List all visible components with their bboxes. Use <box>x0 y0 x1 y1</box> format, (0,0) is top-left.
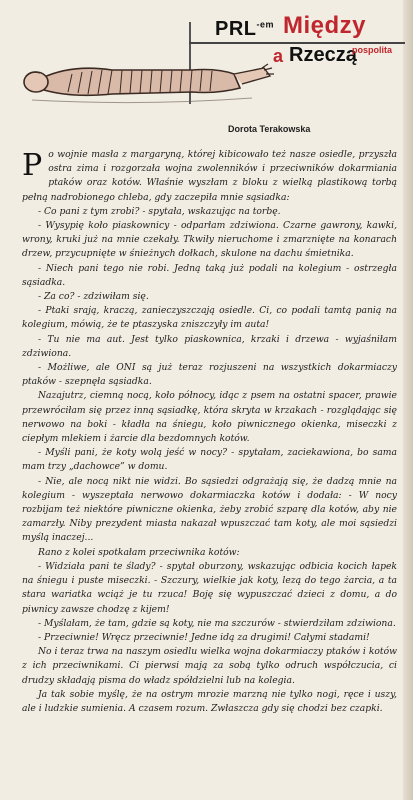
article-paragraph: - Tu nie ma aut. Jest tylko piaskownica, krzaki i drzewa - wyjaśniłam zdziwiona. <box>22 333 397 359</box>
article-paragraph: - Przeciwnie! Wręcz przeciwnie! Jedne idą za drugimi! Całymi stadami! <box>38 631 370 643</box>
article-paragraph: - Co pani z tym zrobi? - spytała, wskazując na torbę. <box>38 205 281 217</box>
title-pospolita: pospolita <box>352 45 392 55</box>
article-paragraph: - Za co? - zdziwiłam się. <box>38 291 149 303</box>
title-prl-suffix: -em <box>256 19 275 30</box>
reclining-figure-illustration <box>2 40 277 120</box>
article-paragraph: - Niech pani tego nie robi. Jedną taką już podali na kolegium - ostrzegła sąsiadka. <box>22 262 397 288</box>
author-byline: Dorota Terakowska <box>228 124 311 134</box>
title-main: Między <box>283 12 367 39</box>
title-rzecza: Rzeczą <box>289 44 357 66</box>
article-header <box>0 0 413 150</box>
article-paragraph: Ja tak sobie myślę, że na ostrym mrozie marzną nie tylko nogi, ręce i uszy, ale i ludzkie sumienia. A czasem rozum. Zwłaszcza gdy się chodzi bez czapki. <box>22 688 397 714</box>
paragraph-text: o wojnie masła z margaryną, której kibicowało też nasze osiedle, przyszła ostra zima i rozgorzała wojna zwolenników i przeciwników dokarmiania ptaków oraz kotów. Właśnie wyszłam z bloku z wielką plastikową torbą pełną nadrobionego chleba, gdy zaczepiła mnie sąsiadka: <box>22 149 397 203</box>
article-paragraph: Rano z kolei spotkałam przeciwnika kotów: <box>38 546 240 558</box>
title-prl-text: PRL <box>215 18 257 40</box>
title-prl <box>215 18 274 41</box>
article-paragraph: - Myśli pani, że koty wolą jeść w nocy? - spytałam, zaciekawiona, bo sama mam trzy „dachowce” w domu. <box>22 447 397 473</box>
drop-cap: P <box>22 148 43 183</box>
article-paragraph: - Nie, ale nocą nikt nie widzi. Bo sąsiedzi odgrażają się, że dadzą mnie na kolegium - wyszeptała nerwowo dokarmiaczka kotów i dodała: - W nocy rozbijam też niektóre piwniczne okienka, żeby zrobić szparę dla kotów, aby nie zamarzły. Niby prezydent miasta nakazał wpuszczać tam koty, ale moi sąsiedzi myślą inaczej... <box>22 475 397 544</box>
article-paragraph <box>22 148 397 205</box>
article-body <box>22 148 397 716</box>
article-paragraph: No i teraz trwa na naszym osiedlu wielka wojna dokarmiaczy ptaków i kotów z ich przeciwnikami. Ci pierwsi mają za sobą tylko odruch współczucia, ci drudzy składają pisma do władz spółdzielni lub na kolegia. <box>22 646 397 686</box>
title-a: a <box>273 46 284 66</box>
article-paragraph: Nazajutrz, ciemną nocą, koło północy, idąc z psem na ostatni spacer, prawie przewróciłam się przez inną sąsiadkę, która skryta w krzakach - rozglądając się nerwowo na boki - kładła na śniegu, koło piwnicznego okienka, miseczki z ciepłym mlekiem i żarcie dla bezdomnych kotów. <box>22 390 397 445</box>
article-paragraph: - Ptaki srają, kraczą, zanieczyszczają osiedle. Ci, co podali tamtą panią na kolegium, mówią, że te ptaszyska zniszczyły im auta! <box>22 305 397 331</box>
article-paragraph: - Możliwe, ale ONI są już teraz rozjuszeni na wszystkich dokarmiaczy ptaków - szepnęła sąsiadka. <box>22 362 397 388</box>
article-paragraph: - Myślałam, że tam, gdzie są koty, nie ma szczurów - stwierdziłam zdziwiona. <box>38 617 396 629</box>
article-paragraph: - Wysypię koło piaskownicy - odparłam zdziwiona. Czarne gawrony, kawki, wrony, kruki już na mnie czekały. Tkwiły nieruchome i zmarznięte na konarach drzew, przycupnięte w śnieżnych dołkach, skulone na dachu śmietnika. <box>22 220 397 260</box>
article-paragraph: - Widziała pani te ślady? - spytał oburzony, wskazując odbicia kocich łapek na śniegu i puste miseczki. - Szczury, wielkie jak koty, lezą do tego żarcia, a ta stara wariatka wciąż je tu rzuca! Boję się wypuszczać dzieci z domu, a do piwnicy zawsze chodzę z kijem! <box>22 560 397 615</box>
